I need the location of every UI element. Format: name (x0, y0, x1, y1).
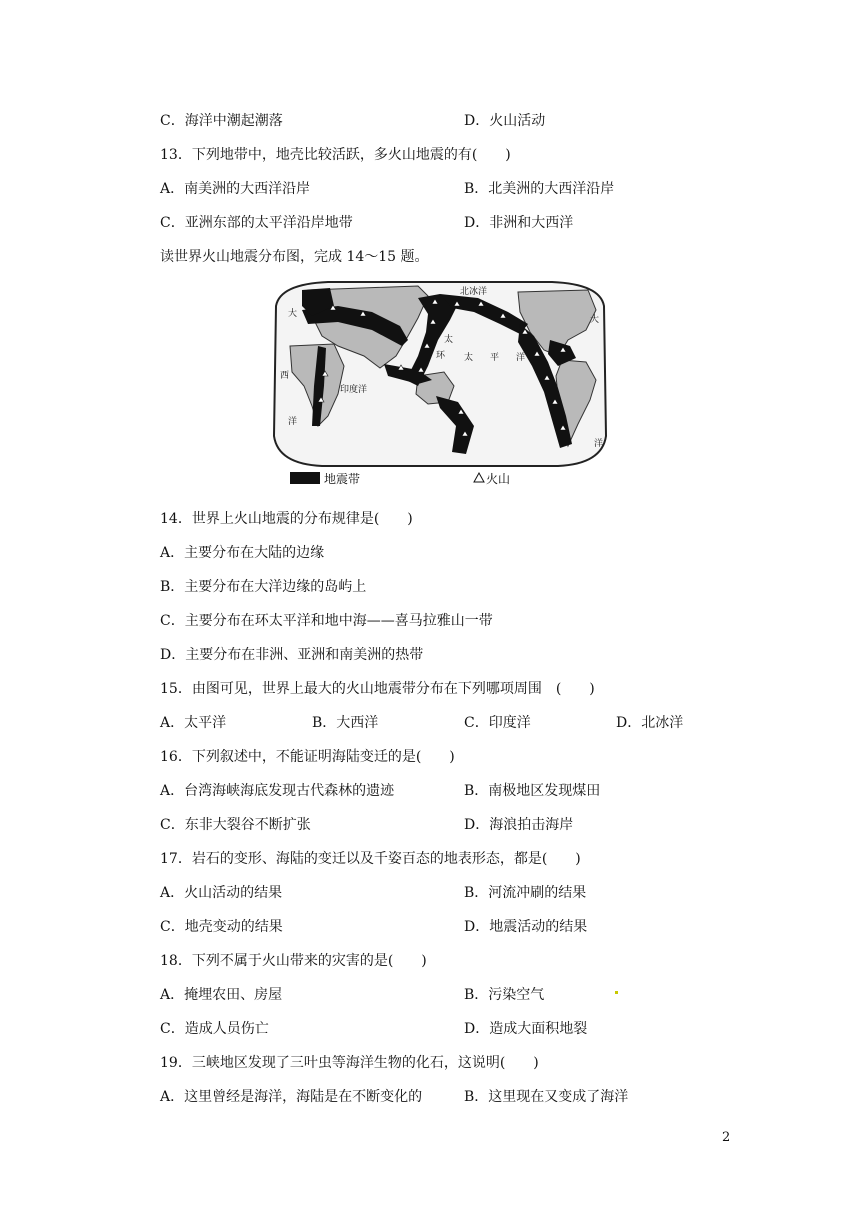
q15-option-d: D．北冰洋 (616, 715, 684, 731)
map-intro-text: 读世界火山地震分布图，完成 14～15 题。 (160, 249, 429, 265)
q16-stem: 16．下列叙述中，不能证明海陆变迁的是( ) (160, 749, 455, 765)
q15-option-b: B．大西洋 (312, 715, 379, 731)
label-huan: 环 (436, 351, 446, 361)
q13-stem: 13．下列地带中，地壳比较活跃，多火山地震的有( ) (160, 147, 511, 163)
label-yang-left: 洋 (288, 417, 298, 427)
q13-option-a: A．南美洲的大西洋沿岸 (160, 181, 311, 197)
q12-option-c: C．海洋中潮起潮落 (160, 113, 283, 129)
label-da-right: 大 (590, 315, 600, 325)
q19-option-a: A．这里曾经是海洋，海陆是在不断变化的 (160, 1089, 423, 1105)
stray-mark (615, 991, 618, 994)
q15-option-a: A．太平洋 (160, 715, 227, 731)
q16-option-c: C．东非大裂谷不断扩张 (160, 817, 311, 833)
q19-option-b: B．这里现在又变成了海洋 (464, 1089, 629, 1105)
q16-option-d: D．海浪拍击海岸 (464, 817, 574, 833)
label-taipingyang-ping: 平 (490, 353, 500, 363)
q13-option-d: D．非洲和大西洋 (464, 215, 574, 231)
legend-earthquake-swatch (290, 472, 320, 484)
label-taipingyang-yang: 洋 (516, 353, 526, 363)
label-taipingyang-tai: 太 (464, 353, 474, 363)
label-yinduyang: 印度洋 (340, 385, 368, 395)
label-beibingyang: 北冰洋 (460, 287, 488, 297)
q14-option-b: B．主要分布在大洋边缘的岛屿上 (160, 579, 367, 595)
label-xi-left: 西 (280, 371, 290, 381)
q18-option-b: B．污染空气 (464, 987, 545, 1003)
page-number: 2 (722, 1130, 731, 1145)
q18-stem: 18．下列不属于火山带来的灾害的是( ) (160, 953, 427, 969)
q16-option-b: B．南极地区发现煤田 (464, 783, 601, 799)
legend-volcano-icon (474, 473, 484, 482)
q15-stem: 15．由图可见，世界上最大的火山地震带分布在下列哪项周围 ( ) (160, 681, 595, 697)
q18-option-a: A．掩埋农田、房屋 (160, 987, 283, 1003)
q14-option-c: C．主要分布在环太平洋和地中海——喜马拉雅山一带 (160, 613, 493, 629)
q17-option-a: A．火山活动的结果 (160, 885, 283, 901)
q12-option-d: D．火山活动 (464, 113, 546, 129)
q17-stem: 17．岩石的变形、海陆的变迁以及千姿百态的地表形态，都是( ) (160, 851, 581, 867)
q15-option-c: C．印度洋 (464, 715, 531, 731)
q16-option-a: A．台湾海峡海底发现古代森林的遗迹 (160, 783, 395, 799)
q14-stem: 14．世界上火山地震的分布规律是( ) (160, 511, 413, 527)
q14-option-d: D．主要分布在非洲、亚洲和南美洲的热带 (160, 647, 424, 663)
label-yang-right: 洋 (594, 439, 604, 449)
q14-option-a: A．主要分布在大陆的边缘 (160, 545, 325, 561)
q18-option-c: C．造成人员伤亡 (160, 1021, 269, 1037)
label-da-left: 大 (288, 309, 298, 319)
legend-volcano-label: 火山 (486, 472, 511, 486)
q18-option-d: D．造成大面积地裂 (464, 1021, 588, 1037)
world-volcano-earthquake-map (268, 276, 612, 492)
legend-earthquake-label: 地震带 (324, 472, 361, 486)
q17-option-b: B．河流冲刷的结果 (464, 885, 587, 901)
q19-stem: 19．三峡地区发现了三叶虫等海洋生物的化石，这说明( ) (160, 1055, 539, 1071)
q17-option-d: D．地震活动的结果 (464, 919, 588, 935)
q13-option-c: C．亚洲东部的太平洋沿岸地带 (160, 215, 353, 231)
q13-option-b: B．北美洲的大西洋沿岸 (464, 181, 615, 197)
q17-option-c: C．地壳变动的结果 (160, 919, 283, 935)
label-tai: 太 (444, 335, 454, 345)
